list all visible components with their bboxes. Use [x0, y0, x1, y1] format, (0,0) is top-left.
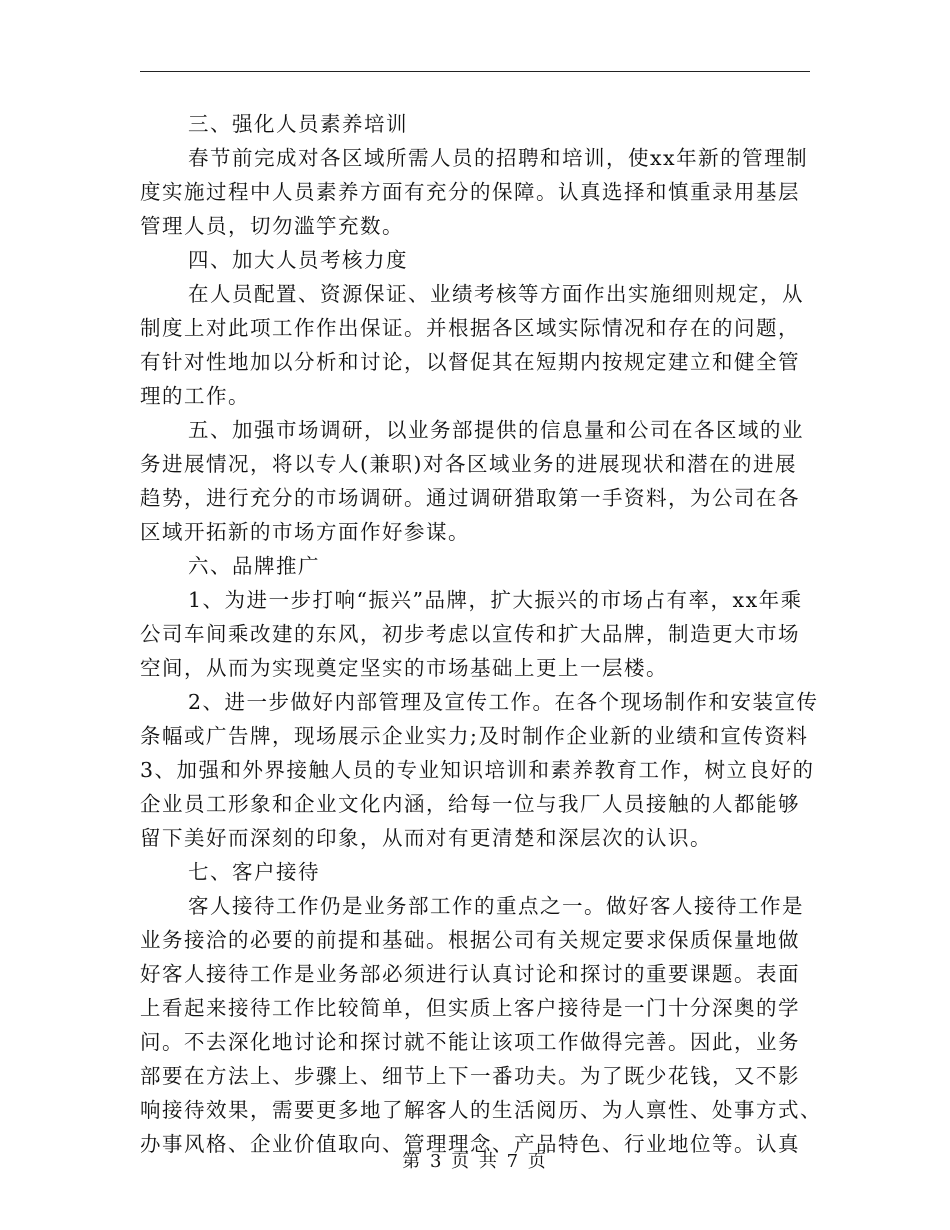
text-line: 客人接待工作仍是业务部工作的重点之一。做好客人接待工作是 — [188, 894, 804, 918]
section-heading: 三、强化人员素养培训 — [188, 112, 408, 136]
text-line: 留下美好而深刻的印象，从而对有更清楚和深层次的认识。 — [140, 826, 712, 850]
text-line: 区域开拓新的市场方面作好参谋。 — [140, 520, 470, 544]
text-line: 好客人接待工作是业务部必须进行认真讨论和探讨的重要课题。表面 — [140, 962, 800, 986]
section-heading: 四、加大人员考核力度 — [188, 248, 408, 272]
text-line: 务进展情况，将以专人(兼职)对各区域业务的进展现状和潜在的进展 — [140, 452, 797, 476]
document-body — [140, 107, 822, 1161]
text-line: 2、进一步做好内部管理及宣传工作。在各个现场制作和安装宣传 — [188, 690, 819, 714]
text-line: 春节前完成对各区域所需人员的招聘和培训，使xx年新的管理制 — [188, 146, 809, 170]
text-line: 1、为进一步打响“振兴”品牌，扩大振兴的市场占有率，xx年乘 — [188, 588, 803, 612]
section-heading: 六、品牌推广 — [188, 554, 320, 578]
header-rule — [140, 71, 810, 72]
text-line: 理的工作。 — [140, 384, 250, 408]
text-line: 条幅或广告牌，现场展示企业实力;及时制作企业新的业绩和宣传资料 — [140, 724, 809, 748]
page-number: 第 3 页 共 7 页 — [402, 1151, 548, 1172]
text-line: 制度上对此项工作作出保证。并根据各区域实际情况和存在的问题， — [140, 316, 800, 340]
text-line: 企业员工形象和企业文化内涵，给每一位与我厂人员接触的人都能够 — [140, 792, 800, 816]
text-line: 部要在方法上、步骤上、细节上下一番功夫。为了既少花钱，又不影 — [140, 1064, 800, 1088]
text-line: 公司车间乘改建的东风，初步考虑以宣传和扩大品牌，制造更大市场 — [140, 622, 800, 646]
text-line: 趋势，进行充分的市场调研。通过调研猎取第一手资料，为公司在各 — [140, 486, 800, 510]
section-heading: 七、客户接待 — [188, 860, 320, 884]
text-line: 有针对性地加以分析和讨论，以督促其在短期内按规定建立和健全管 — [140, 350, 800, 374]
text-line: 办事风格、企业价值取向、管理理念、产品特色、行业地位等。认真 — [140, 1132, 800, 1156]
text-line: 空间，从而为实现奠定坚实的市场基础上更上一层楼。 — [140, 656, 668, 680]
text-line: 业务接洽的必要的前提和基础。根据公司有关规定要求保质保量地做 — [140, 928, 800, 952]
text-line: 在人员配置、资源保证、业绩考核等方面作出实施细则规定，从 — [188, 282, 804, 306]
text-line: 问。不去深化地讨论和探讨就不能让该项工作做得完善。因此，业务 — [140, 1030, 800, 1054]
text-line: 3、加强和外界接触人员的专业知识培训和素养教育工作，树立良好的 — [140, 758, 815, 782]
text-line: 管理人员，切勿滥竽充数。 — [140, 214, 404, 238]
text-line: 响接待效果，需要更多地了解客人的生活阅历、为人禀性、处事方式、 — [140, 1098, 822, 1122]
text-line: 度实施过程中人员素养方面有充分的保障。认真选择和慎重录用基层 — [140, 180, 800, 204]
text-line: 五、加强市场调研，以业务部提供的信息量和公司在各区域的业 — [188, 418, 804, 442]
text-line: 上看起来接待工作比较简单，但实质上客户接待是一门十分深奥的学 — [140, 996, 800, 1020]
